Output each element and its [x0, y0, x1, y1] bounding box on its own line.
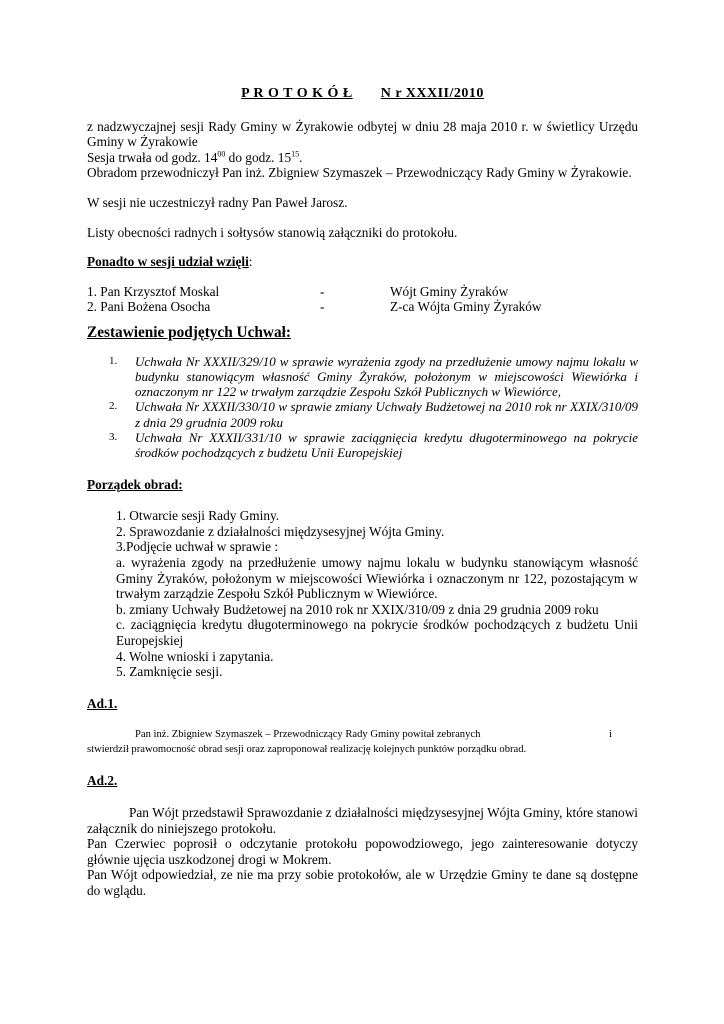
- participant-name: 2. Pani Bożena Osocha: [87, 299, 211, 315]
- attendance-line: Listy obecności radnych i sołtysów stanowią załączniki do protokołu.: [87, 224, 458, 240]
- participants-heading-text: Ponadto w sesji udział wzięli: [87, 254, 249, 270]
- resolution-number: 1.: [109, 354, 118, 367]
- session-time-mid: do godz. 15: [225, 149, 292, 165]
- participant-role: Z-ca Wójta Gminy Żyraków: [390, 299, 542, 315]
- ad1-text: Pan inż. Zbigniew Szymaszek – Przewodniczący Rady Gminy powitał zebranych: [135, 729, 481, 741]
- agenda-item: b. zmiany Uchwały Budżetowej na 2010 rok nr XXIX/310/09 z dnia 29 grudnia 2009 roku: [116, 601, 599, 617]
- resolution-item: [87, 430, 638, 461]
- agenda-item: a. wyrażenia zgody na przedłużenie umowy najmu lokalu w budynku stanowiącym własność Gminy Żyraków, położonym w miejscowości Wiewiórka i oznaczonym nr 122, pozostającym w trwałym zarządzie Zespołu Szkół Publicznym w Wiewiórce.: [116, 554, 638, 602]
- absence-line: W sesji nie uczestniczył radny Pan Paweł Jarosz.: [87, 194, 348, 210]
- participant-row: [87, 284, 547, 300]
- resolutions-heading: Zestawienie podjętych Uchwał:: [87, 323, 291, 341]
- resolution-item: [87, 354, 638, 400]
- participants-table: [87, 284, 547, 315]
- session-time-start-minutes: 00: [217, 149, 226, 159]
- resolution-item: [87, 399, 638, 430]
- agenda-heading: Porządek obrad:: [87, 476, 183, 492]
- participant-row: [87, 299, 547, 315]
- participants-heading: [87, 254, 638, 270]
- resolution-number: 2.: [109, 400, 118, 413]
- participant-name: 1. Pan Krzysztof Moskal: [87, 283, 220, 299]
- agenda-item: 4. Wolne wnioski i zapytania.: [116, 648, 274, 664]
- participant-role: Wójt Gminy Żyraków: [390, 283, 509, 299]
- resolution-text: Uchwała Nr XXXII/330/10 w sprawie zmiany Uchwały Budżetowej na 2010 rok nr XXIX/310/09 z dnia 29 grudnia 2009 roku: [135, 399, 638, 430]
- ad2-paragraph: Pan Czerwiec poprosił o odczytanie protokołu popowodziowego, jego zainteresowanie dotyczy głównie ujęcia uszkodzonej drogi w Mokrem.: [87, 836, 638, 867]
- session-time-prefix: Sesja trwała od godz. 14: [87, 149, 218, 165]
- agenda-item: 3.Podjęcie uchwał w sprawie :: [116, 539, 279, 555]
- session-time-end-minutes: 15: [291, 149, 300, 159]
- agenda-item: 5. Zamknięcie sesji.: [116, 664, 223, 680]
- intro-line: z nadzwyczajnej sesji Rady Gminy w Żyrakowie odbytej w dniu 28 maja 2010 r. w świetlicy Urzędu Gminy w Żyrakowie: [87, 118, 638, 150]
- ad2-paragraph: Pan Wójt odpowiedział, ze nie ma przy sobie protokołów, ale w Urzędzie Gminy te dane są dostępne do wglądu.: [87, 867, 638, 898]
- ad2-heading: Ad.2.: [87, 773, 118, 789]
- ad1-text-tail: i: [609, 729, 612, 741]
- resolution-text: Uchwała Nr XXXII/329/10 w sprawie wyrażenia zgody na przedłużenie umowy najmu lokalu w budynku stanowiącym własność Gminy Żyraków, położonym w miejscowości Wiewiórka i oznaczonym nr 122 w trwałym zarządzie Zespołu Szkół Publicznych w Wiewiórce,: [135, 353, 638, 400]
- session-time: [87, 150, 638, 166]
- participants-heading-colon: :: [248, 254, 253, 270]
- agenda-item: c. zaciągnięcia kredytu długoterminowego na pokrycie środków pochodzących z budżetu Unii Europejskiej: [116, 617, 638, 648]
- session-time-suffix: .: [299, 149, 303, 165]
- ad1-line: [87, 727, 638, 742]
- resolution-text: Uchwała Nr XXXII/331/10 w sprawie zaciągnięcia kredytu długoterminowego na pokrycie środków pochodzących z budżetu Unii Europejskiej: [135, 430, 638, 461]
- agenda-item: 1. Otwarcie sesji Rady Gminy.: [116, 508, 280, 524]
- title-number: N r XXXII/2010: [380, 86, 484, 101]
- agenda-item: 2. Sprawozdanie z działalności międzysesyjnej Wójta Gminy.: [116, 523, 445, 539]
- ad1-heading: Ad.1.: [87, 695, 118, 711]
- participant-dash: -: [320, 299, 325, 315]
- participant-dash: -: [320, 283, 325, 299]
- document-page: [87, 86, 638, 898]
- chair-line: Obradom przewodniczył Pan inż. Zbigniew Szymaszek – Przewodniczący Rady Gminy w Żyrakowie.: [87, 165, 632, 181]
- ad1-line: stwierdził prawomocność obrad sesji oraz zaproponował realizację kolejnych punktów porządku obrad.: [87, 744, 527, 756]
- ad2-paragraph: Pan Wójt przedstawił Sprawozdanie z działalności międzysesyjnej Wójta Gminy, które stanowi załącznik do niniejszego protokołu.: [87, 804, 638, 836]
- resolutions-list: [87, 354, 638, 461]
- document-title: [87, 86, 638, 102]
- title-word: P R O T O K Ó Ł: [241, 86, 353, 101]
- agenda-list: [116, 508, 638, 680]
- resolution-number: 3.: [109, 431, 118, 444]
